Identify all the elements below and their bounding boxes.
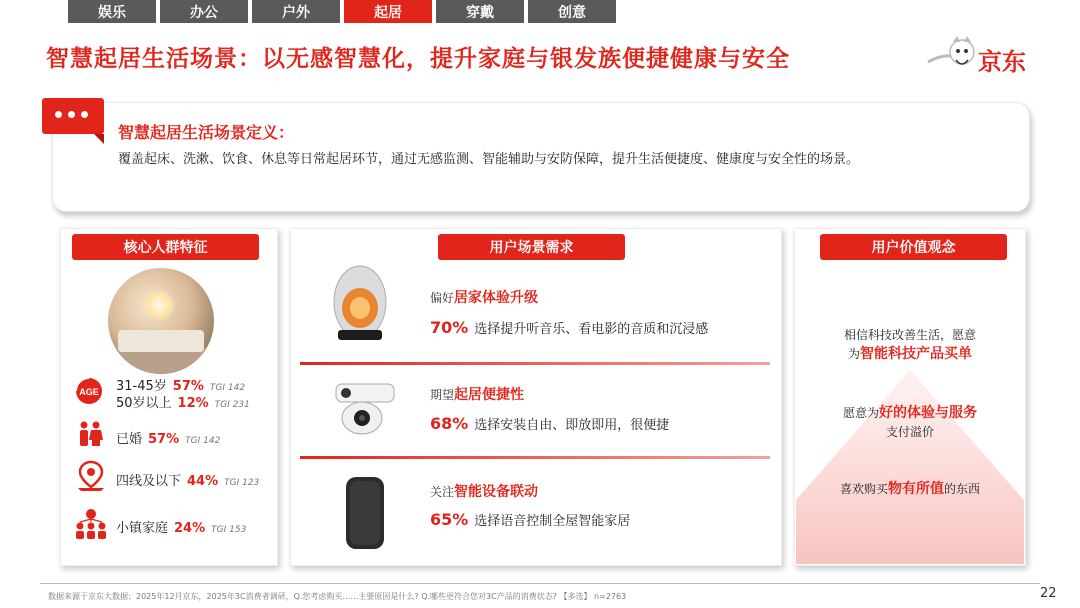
stat-label: 31-45岁 bbox=[116, 379, 167, 394]
stat-pct: 44% bbox=[187, 474, 219, 489]
need-3-stat: 65% 选择语音控制全屋智能家居 bbox=[430, 510, 631, 529]
stat-tgi: TGI 231 bbox=[214, 400, 250, 410]
category-tabs bbox=[68, 0, 616, 23]
value-3: 喜欢购买物有所值的东西 bbox=[839, 481, 981, 497]
value-3-highlight: 物有所值 bbox=[888, 481, 944, 497]
stat-tgi: TGI 142 bbox=[209, 383, 246, 393]
location-pin-icon bbox=[76, 460, 106, 492]
tab-living[interactable]: 起居 bbox=[344, 0, 432, 23]
need-2-lead: 期望起居便捷性 bbox=[430, 387, 525, 403]
stat-pct: 24% bbox=[174, 521, 206, 536]
stat-married bbox=[116, 428, 220, 447]
security-camera-image bbox=[332, 380, 398, 438]
page-title: 智慧起居生活场景：以无感智慧化，提升家庭与银发族便捷健康与安全 bbox=[46, 46, 790, 72]
stat-tgi: TGI 142 bbox=[185, 436, 221, 446]
value-1-highlight: 智能科技产品买单 bbox=[860, 346, 972, 362]
value-1: 相信科技改善生活，愿意 为智能科技产品买单 bbox=[843, 328, 976, 362]
glass-speaker-image bbox=[330, 262, 390, 342]
tab-outdoor[interactable]: 户外 bbox=[252, 0, 340, 23]
stat-tgi: TGI 123 bbox=[224, 478, 260, 488]
smart-speaker-image bbox=[344, 475, 386, 551]
brand-name: 京东 bbox=[978, 48, 1026, 76]
need-1-stat: 70% 选择提升听音乐、看电影的音质和沉浸感 bbox=[430, 318, 709, 337]
stat-pct: 12% bbox=[177, 396, 209, 411]
svg-text:AGE: AGE bbox=[79, 387, 99, 397]
page-number: 22 bbox=[1040, 586, 1057, 601]
family-icon bbox=[74, 508, 108, 540]
need-3-lead: 关注智能设备联动 bbox=[430, 484, 539, 500]
bedroom-photo bbox=[108, 268, 214, 374]
stat-age-50-plus bbox=[116, 392, 250, 411]
stat-lower-tier-cities bbox=[116, 470, 259, 489]
data-source-note: 数据来源于京东大数据；2025年12月京东，2025年3C消费者调研，Q.您考虑购买……主要原因是什么? Q.哪些更符合您对3C产品的消费状态? 【多选】 n=2763 bbox=[48, 592, 627, 601]
pyramid-background bbox=[796, 370, 1024, 564]
scenario-needs-header: 用户场景需求 bbox=[438, 234, 625, 260]
stat-pct: 57% bbox=[148, 432, 180, 447]
stat-label: 小镇家庭 bbox=[116, 521, 169, 536]
stat-label: 50岁以上 bbox=[116, 396, 172, 411]
need-2-stat: 68% 选择安装自由、即放即用，很便捷 bbox=[430, 414, 670, 433]
couple-icon bbox=[76, 420, 104, 448]
value-2-highlight: 好的体验与服务 bbox=[879, 405, 977, 421]
definition-text: 覆盖起床、洗漱、饮食、休息等日常起居环节，通过无感监测、智能辅助与安防保障，提升生活便捷度、健康度与安全性的场景。 bbox=[118, 152, 860, 167]
tab-wearable[interactable]: 穿戴 bbox=[436, 0, 524, 23]
definition-title: 智慧起居生活场景定义： bbox=[118, 123, 295, 142]
need-1-lead: 偏好居家体验升级 bbox=[430, 290, 539, 306]
tab-entertainment[interactable]: 娱乐 bbox=[68, 0, 156, 23]
section-divider bbox=[300, 456, 770, 459]
need-3-highlight: 智能设备联动 bbox=[454, 484, 539, 500]
stat-label: 四线及以下 bbox=[116, 474, 182, 489]
tab-creative[interactable]: 创意 bbox=[528, 0, 616, 23]
value-concepts-header: 用户价值观念 bbox=[820, 234, 1007, 260]
need-2-highlight: 起居便捷性 bbox=[454, 387, 525, 403]
stat-label: 已婚 bbox=[116, 432, 143, 447]
stat-small-town-family bbox=[116, 517, 246, 536]
tab-office[interactable]: 办公 bbox=[160, 0, 248, 23]
section-divider bbox=[300, 362, 770, 365]
footer-divider bbox=[40, 583, 1040, 584]
value-2: 愿意为好的体验与服务 支付溢价 bbox=[842, 405, 977, 439]
age-icon bbox=[74, 376, 104, 406]
stat-pct: 57% bbox=[172, 379, 204, 394]
stat-tgi: TGI 153 bbox=[211, 525, 247, 535]
need-1-highlight: 居家体验升级 bbox=[454, 290, 539, 306]
core-people-header: 核心人群特征 bbox=[72, 234, 259, 260]
chat-bubble-icon bbox=[42, 98, 104, 134]
